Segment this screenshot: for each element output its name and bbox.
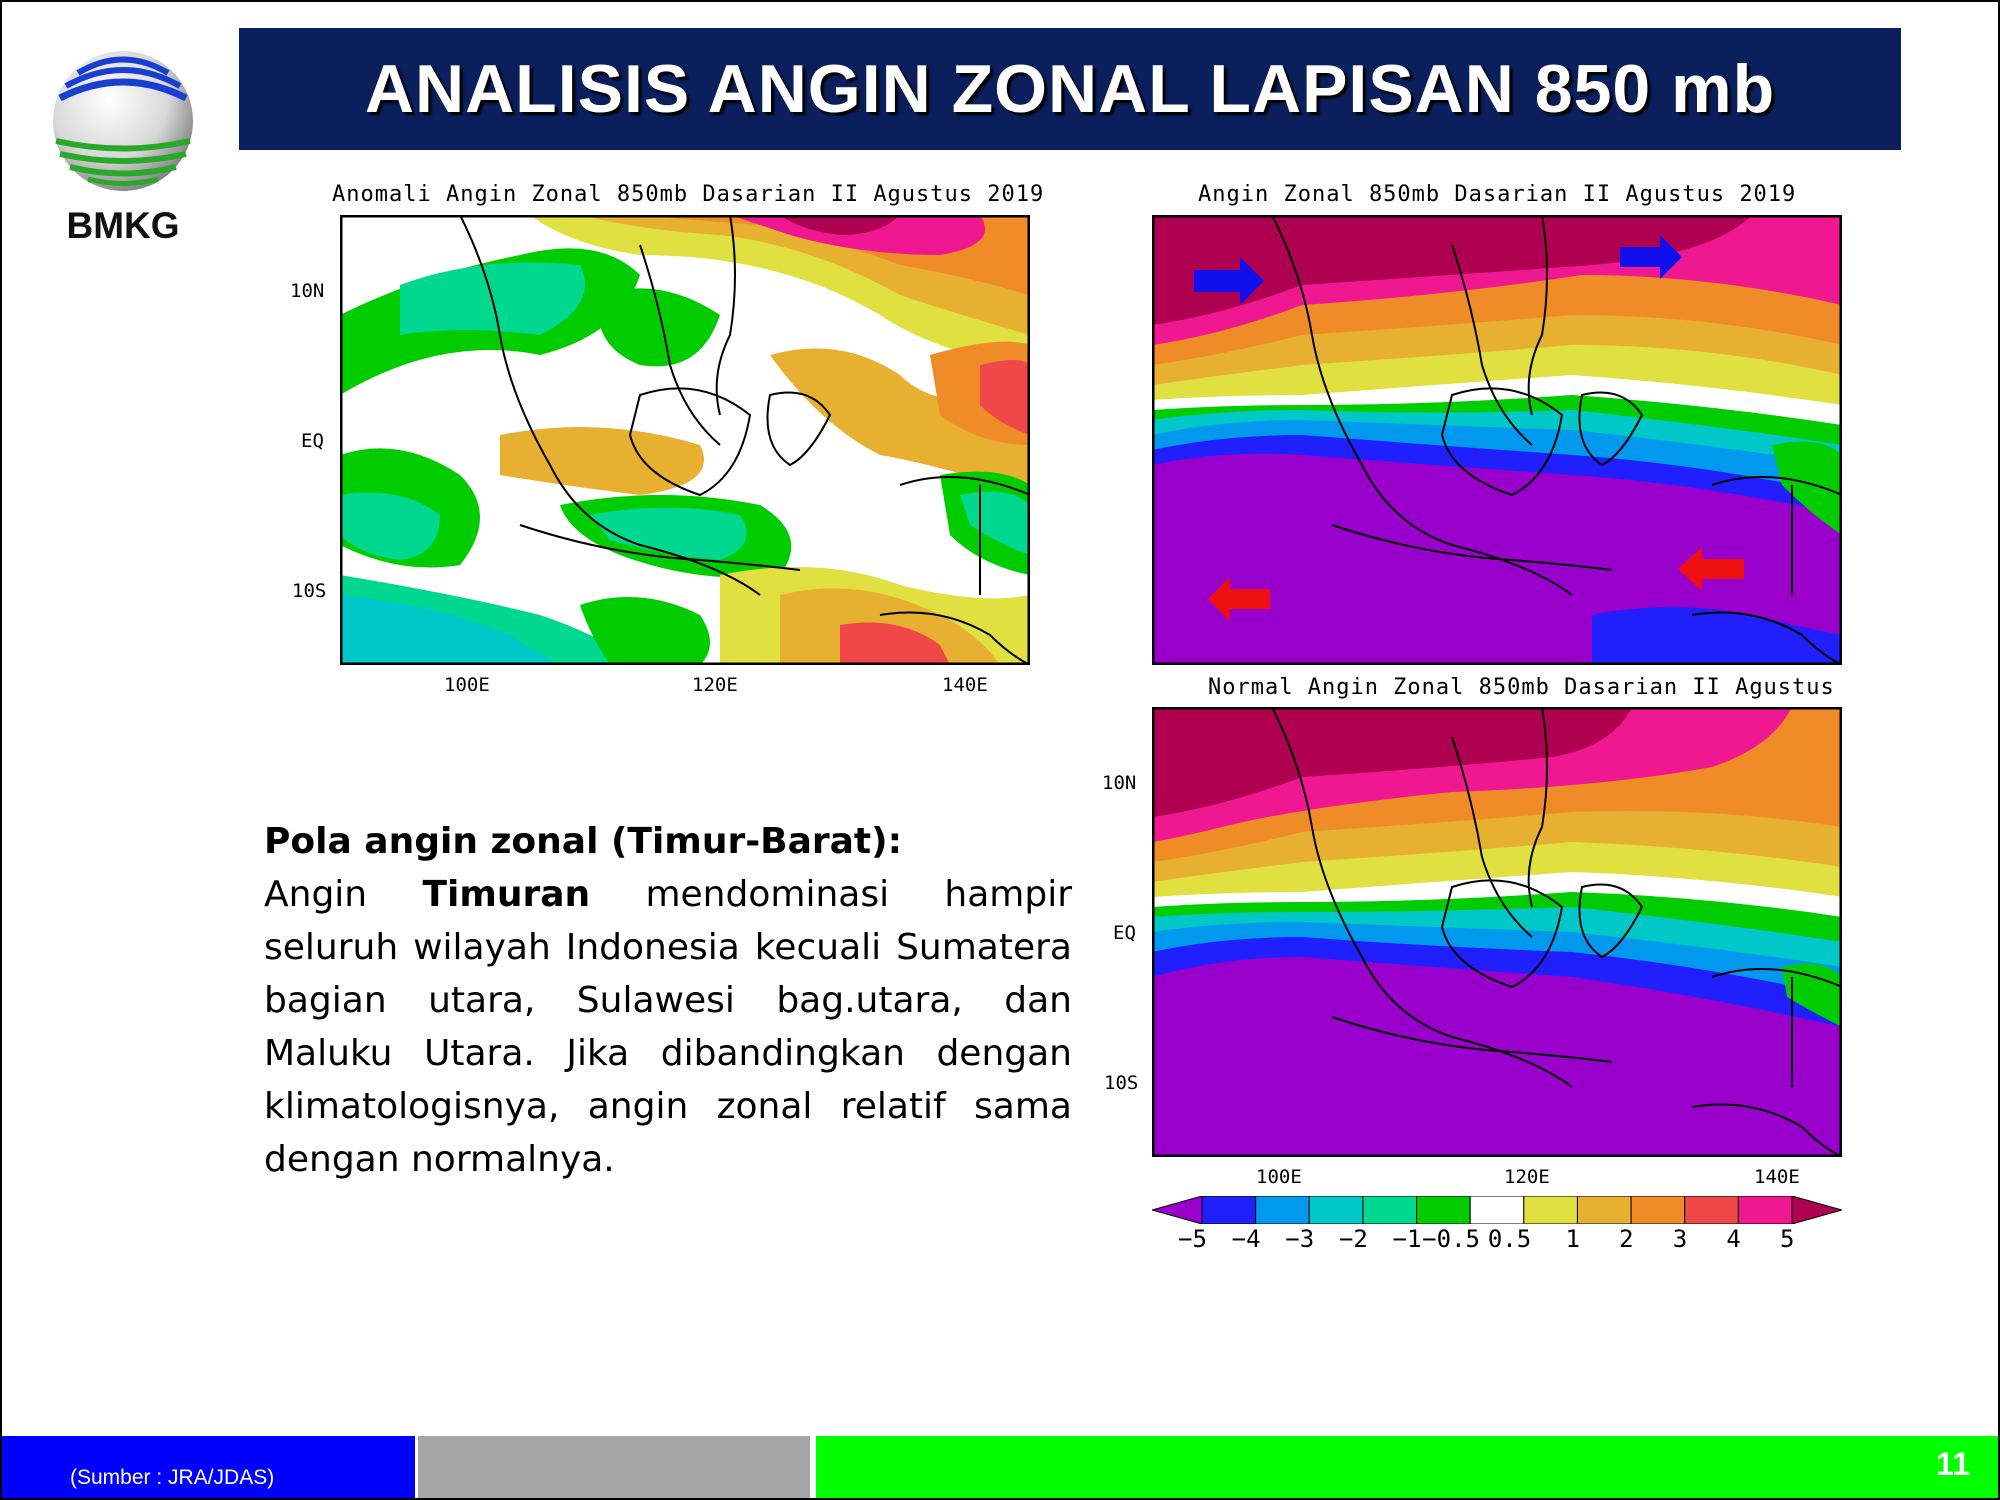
colorbar-segment <box>1524 1196 1578 1224</box>
colorbar-tick-label: −1 <box>1392 1225 1422 1253</box>
colorbar-segment <box>1256 1196 1310 1224</box>
normal-map-title: Normal Angin Zonal 850mb Dasarian II Agustus <box>1208 675 1835 700</box>
colorbar-segment <box>1470 1196 1524 1224</box>
anomaly-y-tick-eq: EQ <box>301 430 324 452</box>
normal-y-tick-eq: EQ <box>1113 922 1136 944</box>
normal-x-tick-100e: 100E <box>1256 1166 1302 1188</box>
footer-segment-gray <box>418 1436 810 1498</box>
actual-map-title: Angin Zonal 850mb Dasarian II Agustus 2019 <box>1198 182 1797 207</box>
colorbar-segment <box>1363 1196 1417 1224</box>
colorbar-tick-label: 0.5 <box>1487 1225 1532 1253</box>
colorbar-tick-label: −3 <box>1285 1225 1315 1253</box>
normal-y-tick-10s: 10S <box>1104 1072 1139 1094</box>
colorbar-tick-label: 1 <box>1565 1225 1580 1253</box>
colorbar-segment <box>1577 1196 1631 1224</box>
anomaly-y-tick-10n: 10N <box>290 280 325 302</box>
description-body <box>264 868 1072 1186</box>
description-heading: Pola angin zonal (Timur-Barat): <box>264 821 902 862</box>
normal-x-tick-120e: 120E <box>1504 1166 1550 1188</box>
colorbar-tick-label: −0.5 <box>1422 1225 1480 1253</box>
logo-text: BMKG <box>66 205 180 246</box>
description-block <box>264 815 1072 1186</box>
colorbar-segment <box>1309 1196 1363 1224</box>
colorbar-tick-label: 2 <box>1619 1225 1634 1253</box>
normal-x-tick-140e: 140E <box>1754 1166 1800 1188</box>
colorbar-tick-label: −5 <box>1178 1225 1207 1253</box>
colorbar-tip-min <box>1152 1196 1202 1224</box>
description-suffix: mendominasi hampir seluruh wilayah Indonesia kecuali Sumatera bagian utara, Sulawesi bag.utara, dan Maluku Utara. Jika dibandingkan dengan klimatologisnya, angin zonal relatif sama dengan normalnya. <box>264 874 1072 1180</box>
normal-map <box>1152 707 1842 1157</box>
footer-segment-green <box>816 1436 1998 1498</box>
colorbar-segment <box>1738 1196 1792 1224</box>
colorbar-tick-label: 3 <box>1672 1225 1688 1253</box>
actual-map <box>1152 215 1842 665</box>
anomaly-map <box>340 215 1030 665</box>
footer-source: (Sumber : JRA/JDAS) <box>70 1466 275 1489</box>
colorbar-segment <box>1685 1196 1739 1224</box>
title-bar <box>239 28 1901 150</box>
page-title: ANALISIS ANGIN ZONAL LAPISAN 850 mb <box>364 51 1776 127</box>
colorbar-tip-max <box>1792 1196 1842 1224</box>
anomaly-map-title: Anomali Angin Zonal 850mb Dasarian II Agustus 2019 <box>332 182 1045 207</box>
description-bold: Timuran <box>422 874 591 915</box>
normal-y-tick-10n: 10N <box>1102 772 1137 794</box>
anomaly-y-tick-10s: 10S <box>292 580 327 602</box>
anomaly-x-tick-120e: 120E <box>692 674 738 696</box>
colorbar-tick-label: −4 <box>1231 1225 1261 1253</box>
colorbar-tick-label: 4 <box>1726 1225 1741 1253</box>
description-prefix: Angin <box>264 874 423 915</box>
colorbar-tick-label: −2 <box>1338 1225 1368 1253</box>
page-number: 11 <box>1936 1446 1970 1482</box>
colorbar-segment <box>1202 1196 1256 1224</box>
colorbar <box>1152 1196 1842 1224</box>
bmkg-logo-icon <box>48 46 198 196</box>
anomaly-x-tick-100e: 100E <box>444 674 490 696</box>
colorbar-segment <box>1631 1196 1685 1224</box>
anomaly-x-tick-140e: 140E <box>942 674 988 696</box>
colorbar-segment <box>1417 1196 1471 1224</box>
colorbar-tick-label: 5 <box>1780 1225 1795 1253</box>
